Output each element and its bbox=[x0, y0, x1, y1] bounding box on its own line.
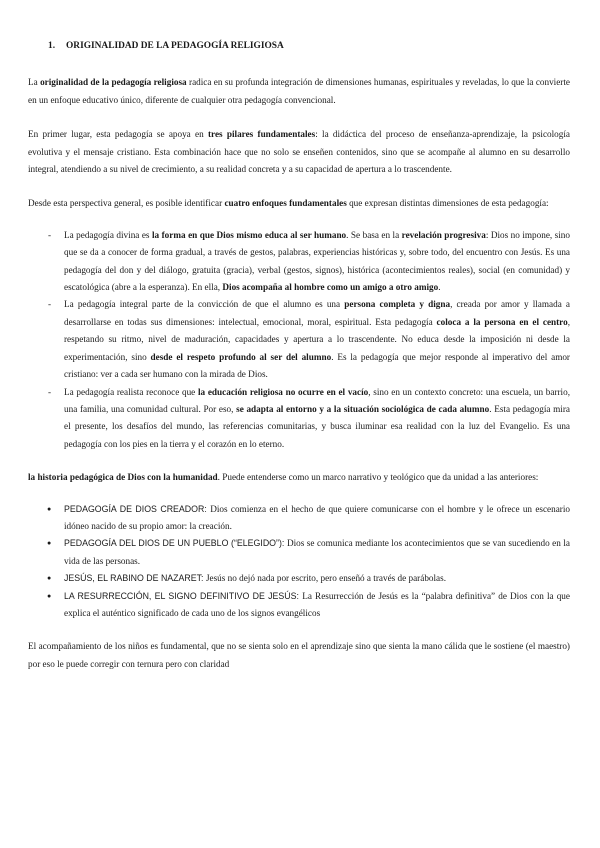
section-title: ORIGINALIDAD DE LA PEDAGOGÍA RELIGIOSA bbox=[66, 41, 284, 51]
list-item: - La pedagogía divina es la forma en que Dios mismo educa al ser humano. Se basa en la revelación progresiva: Dios no impone, sino que se da a conocer de forma gradual, a través de gestos, palabras, experiencias históricas y, sobre todo, del encuentro con Jesús. Es una pedagogía del don y del diálogo, gratuita (gracia), verbal (gestos, signos), histórica (acontecimientos reales), social (en comunidad) y escatológica (abre a la esperanza). En ella, Dios acompaña al hombre como un amigo a otro amigo. bbox=[28, 227, 570, 297]
paragraph-closing: El acompañamiento de los niños es fundamental, que no se sienta solo en el aprendizaje sino que sienta la mano cálida que le sostiene (el maestro) por eso le puede corregir con ternura pero con claridad bbox=[28, 641, 570, 669]
list-item: ● LA RESURRECCIÓN, EL SIGNO DEFINITIVO DE JESÚS: La Resurrección de Jesús es la “palabra definitiva” de Dios con la que explica el auténtico significado de cada uno de los signos evangélicos bbox=[28, 588, 570, 623]
bold-phrase: tres pilares fundamentales bbox=[207, 129, 316, 140]
list-item: - La pedagogía realista reconoce que la educación religiosa no ocurre en el vacío, sino en un contexto concreto: una escuela, un barrio, una familia, una comunidad cultural. Por eso, se adapta al entorno y a la situación sociológica de cada alumno. Esta pedagogía mira el presente, los desafíos del mundo, las referencias comunitarias, y busca iluminar esa realidad con la luz del Evangelio. Es una pedagogía con los pies en la tierra y el corazón en lo eterno. bbox=[28, 384, 570, 454]
bold-phrase: cuatro enfoques fundamentales bbox=[224, 198, 347, 209]
section-number: 1. bbox=[48, 41, 56, 51]
section-heading bbox=[48, 38, 570, 55]
paragraph-history: la historia pedagógica de Dios con la humanidad. Puede entenderse como un marco narrativo y teológico que da unidad a las anteriores: bbox=[28, 472, 539, 483]
list-item: ● PEDAGOGÍA DEL DIOS DE UN PUEBLO (“ELEGIDO”): Dios se comunica mediante los acontecimientos que se van sucediendo en la vida de las personas. bbox=[28, 535, 570, 570]
bold-phrase: originalidad de la pedagogía religiosa bbox=[40, 77, 187, 88]
document-page bbox=[28, 38, 570, 690]
paragraph-approaches: Desde esta perspectiva general, es posible identificar cuatro enfoques fundamentales que expresan distintas dimensiones de esta pedagogía: bbox=[28, 198, 549, 209]
approaches-list bbox=[28, 227, 570, 453]
list-item: ● JESÚS, EL RABINO DE NAZARET: Jesús no dejó nada por escrito, pero enseñó a través de parábolas. bbox=[28, 570, 570, 587]
history-list bbox=[28, 501, 570, 623]
list-item: ● PEDAGOGÍA DE DIOS CREADOR: Dios comienza en el hecho de que quiere comunicarse con el hombre y le ofrece un escenario idóneo nacido de su propio amor: la creación. bbox=[28, 501, 570, 536]
bold-phrase: la historia pedagógica de Dios con la humanidad bbox=[28, 472, 218, 483]
list-item: - La pedagogía integral parte de la convicción de que el alumno es una persona completa y digna, creada por amor y llamada a desarrollarse en todas sus dimensiones: intelectual, emocional, moral, espiritual. Esta pedagogía coloca a la persona en el centro, respetando su ritmo, nivel de maduración, capacidades y apertura a lo trascendente. No educa desde la imposición ni desde la experimentación, sino desde el respeto profundo al ser del alumno. Es la pedagogía que mejor responde al imperativo del amor cristiano: ver a cada ser humano con la mirada de Dios. bbox=[28, 296, 570, 383]
paragraph-intro: La originalidad de la pedagogía religiosa radica en su profunda integración de dimensiones humanas, espirituales y reveladas, lo que la convierte en un enfoque educativo único, diferente de cualquier otra pedagogía convencional. bbox=[28, 77, 570, 105]
paragraph-pillars: En primer lugar, esta pedagogía se apoya en tres pilares fundamentales: la didáctica del proceso de enseñanza-aprendizaje, la psicología evolutiva y el mensaje cristiano. Esta combinación hace que no solo se enseñen contenidos, sino que se acompañe al alumno en su desarrollo integral, atendiendo a su nivel de crecimiento, a su realidad concreta y a su capacidad de apertura a lo trascendente. bbox=[28, 129, 571, 175]
